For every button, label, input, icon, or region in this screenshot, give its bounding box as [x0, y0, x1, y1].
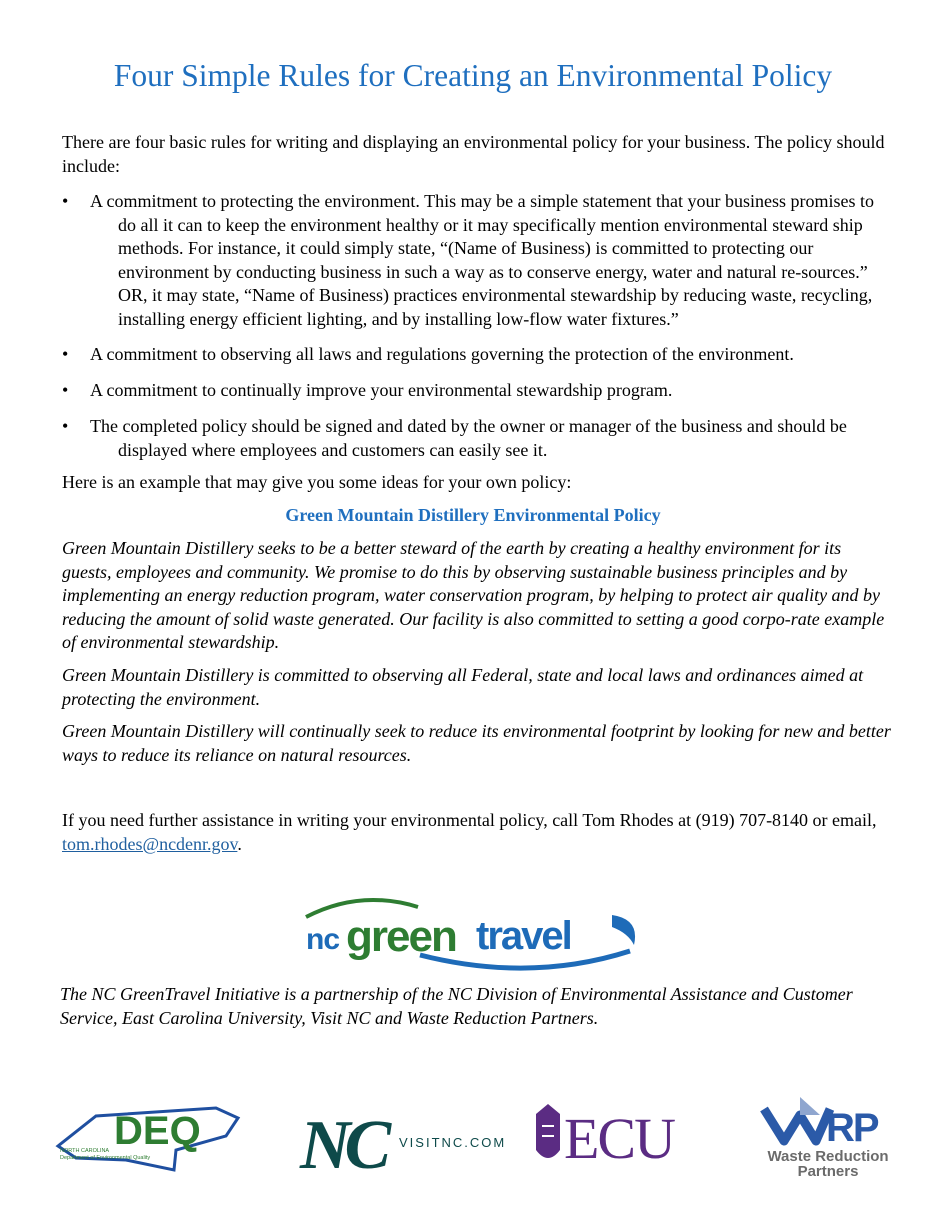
- list-item: [62, 343, 892, 367]
- logo-nc-text: nc: [306, 923, 340, 956]
- ncgreentravel-logo: [300, 893, 645, 973]
- assistance-end: .: [237, 833, 242, 854]
- example-intro: Here is an example that may give you some ideas for your own policy:: [62, 472, 572, 492]
- logo-green-text: green: [346, 912, 456, 961]
- deq-text: DEQ: [114, 1109, 201, 1153]
- rule-text: A commitment to observing all laws and regulations governing the protection of the environment.: [90, 344, 794, 364]
- logo-wave-icon: [612, 915, 635, 945]
- logo-travel-text: travel: [476, 914, 571, 958]
- ecu-logo: [532, 1102, 702, 1171]
- partnership-statement: The NC GreenTravel Initiative is a partnership of the NC Division of Environmental Assistance and Customer Service, East Carolina University, Visit NC and Waste Reduction Partners.: [60, 984, 853, 1028]
- bullet-dot: •: [62, 344, 69, 364]
- email-link[interactable]: tom.rhodes@ncdenr.gov: [62, 833, 238, 854]
- example-paragraph: Green Mountain Distillery will continually seek to reduce its environmental footprint by looking for new and better ways to reduce its reliance on natural resources.: [62, 721, 891, 765]
- wrp-w-icon: [764, 1109, 830, 1141]
- bullet-dot: •: [62, 191, 69, 211]
- list-item: [62, 415, 892, 462]
- bullet-dot: •: [62, 416, 69, 436]
- wrp-logo: [758, 1093, 898, 1181]
- ecu-cupola-icon: [536, 1104, 560, 1158]
- deq-dept-text: Department of Environmental Quality: [60, 1155, 151, 1161]
- page-title: Four Simple Rules for Creating an Environmental Policy: [113, 58, 833, 93]
- example-title: Green Mountain Distillery Environmental Policy: [285, 505, 661, 525]
- rule-text: A commitment to protecting the environment. This may be a simple statement that your business promises to do all it can to keep the environment healthy or it may specifically mention environmental steward ship methods. For instance, it could simply state, “(Name of Business) is committed to protecting our environment by conducting business in such a way as to conserve energy, water and natural re-sources.” OR, it may state, “Name of Business) practices environmental stewardship by reducing waste, recycling, installing energy efficient lighting, and by installing low-flow water fixtures.”: [90, 191, 875, 329]
- example-paragraph: Green Mountain Distillery seeks to be a better steward of the earth by creating a healthy environment for its guests, employees and community. We promise to do this by observing sustainable business principles and by implementing an energy reduction program, water conservation program, by helping to protect air quality and by reducing the amount of solid waste generated. Our facility is also committed to setting a good corpo-rate example of environmental stewardship.: [62, 538, 885, 652]
- deq-logo: [56, 1100, 241, 1176]
- ecu-text: ECU: [564, 1106, 674, 1171]
- visitnc-text: VISITNC.COM: [399, 1135, 507, 1150]
- rule-text: A commitment to continually improve your environmental stewardship program.: [90, 380, 673, 400]
- assistance-text: If you need further assistance in writing your environmental policy, call Tom Rhodes at (919) 707-8140 or email,: [62, 810, 877, 830]
- wrp-arrow-icon: [800, 1097, 820, 1115]
- bullet-dot: •: [62, 380, 69, 400]
- visitnc-logo: [298, 1100, 507, 1184]
- wrp-mark: RP: [826, 1106, 878, 1150]
- visitnc-mark: NC: [300, 1107, 386, 1184]
- wrp-line1: Waste Reduction: [767, 1148, 889, 1165]
- assistance-paragraph: [62, 809, 892, 856]
- list-item: [62, 190, 892, 331]
- wrp-line2: Partners: [797, 1163, 859, 1180]
- deq-state-text: NORTH CAROLINA: [60, 1148, 110, 1154]
- rule-text: The completed policy should be signed and dated by the owner or manager of the business and should be displayed where employees and customers can easily see it.: [90, 416, 847, 460]
- intro-paragraph: There are four basic rules for writing and displaying an environmental policy for your business. The policy should include:: [62, 132, 885, 176]
- example-paragraph: Green Mountain Distillery is committed to observing all Federal, state and local laws and ordinances aimed at protecting the environment.: [62, 665, 864, 709]
- list-item: [62, 379, 892, 403]
